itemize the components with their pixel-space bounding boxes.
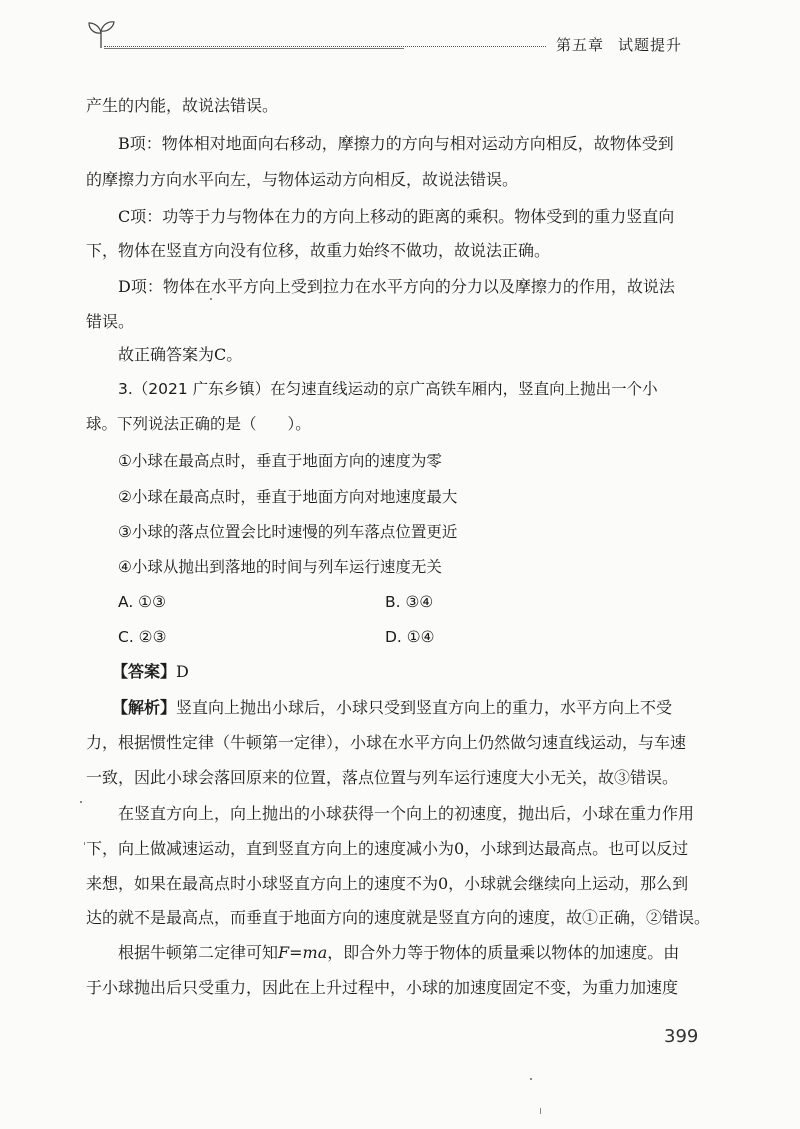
statement-4: ④小球从抛出到落地的时间与列车运行速度无关 [118,558,442,576]
scan-speck [84,842,85,845]
newton-formula: F=ma [278,943,328,962]
option-c: C. ②③ [118,628,167,646]
text-line: D项：物体在水平方向上受到拉力在水平方向的分力以及摩擦力的作用，故说法 [118,277,675,296]
text-line: 于小球抛出后只受重力，因此在上升过程中，小球的加速度固定不变，为重力加速度 [86,978,679,997]
sprout-logo-icon [86,16,116,50]
chapter-heading [556,34,696,55]
chapter-title: 试题提升 [618,36,683,54]
text-line: 产生的内能，故说法错误。 [86,96,279,115]
answer-value: D [176,662,189,681]
text-segment: ，即合外力等于物体的质量乘以物体的加速度。由 [327,943,680,962]
statement-3: ③小球的落点位置会比时速慢的列车落点位置更近 [118,523,458,541]
running-header [0,0,800,70]
answer-line [112,662,189,682]
text-segment: 根据牛顿第二定律可知 [118,943,279,962]
chapter-number: 第五章 [556,36,605,54]
text-line: 错误。 [86,312,135,331]
text-line: B项：物体相对地面向右移动，摩擦力的方向与相对运动方向相反，故物体受到 [118,134,674,153]
text-line: 达的就不是最高点，而垂直于地面方向的速度就是竖直方向的速度，故①正确，②错误。 [86,908,711,927]
page-number: 399 [664,1026,699,1047]
text-line: 故正确答案为C。 [118,345,243,364]
text-line: 下，向上做减速运动，直到竖直方向上的速度减小为0，小球到达最高点。也可以反过 [86,839,689,858]
text-line: 下，物体在竖直方向没有位移，故重力始终不做功，故说法正确。 [86,241,551,260]
option-d: D. ①④ [385,628,435,646]
scan-speck [80,801,82,803]
text-line [118,943,679,963]
text-line: 来想，如果在最高点时小球竖直方向上的速度不为0，小球就会继续向上运动，那么到 [86,874,689,893]
scan-speck [210,298,212,300]
analysis-line [112,698,672,718]
scan-speck [540,1108,541,1114]
text-line: C项：功等于力与物体在力的方向上移动的距离的乘积。物体受到的重力竖直向 [118,207,675,226]
question-3-stem: 球。下列说法正确的是（ ）。 [86,415,311,433]
option-a: A. ①③ [118,593,166,611]
scan-speck [530,1078,532,1080]
statement-2: ②小球在最高点时，垂直于地面方向对地速度最大 [118,488,458,506]
text-line: 在竖直方向上，向上抛出的小球获得一个向上的初速度，抛出后，小球在重力作用 [118,804,695,823]
analysis-tag: 【解析】 [112,698,177,717]
text-line: 力，根据惯性定律（牛顿第一定律），小球在水平方向上仍然做匀速直线运动，与车速 [86,733,687,752]
text-line: 一致，因此小球会落回原来的位置，落点位置与列车运行速度大小无关，故③错误。 [86,768,679,787]
question-3-stem: 3.（2021 广东乡镇）在匀速直线运动的京广高铁车厢内，竖直向上抛出一个小 [118,380,658,398]
analysis-text: 竖直向上抛出小球后，小球只受到竖直方向上的重力，水平方向上不受 [176,698,673,717]
answer-tag: 【答案】 [112,662,177,681]
text-line: 的摩擦力方向水平向左，与物体运动方向相反，故说法错误。 [86,170,519,189]
option-b: B. ③④ [385,593,434,611]
header-rule-dotted [104,46,546,47]
statement-1: ①小球在最高点时，垂直于地面方向的速度为零 [118,452,442,470]
header-rule-solid [104,48,404,49]
